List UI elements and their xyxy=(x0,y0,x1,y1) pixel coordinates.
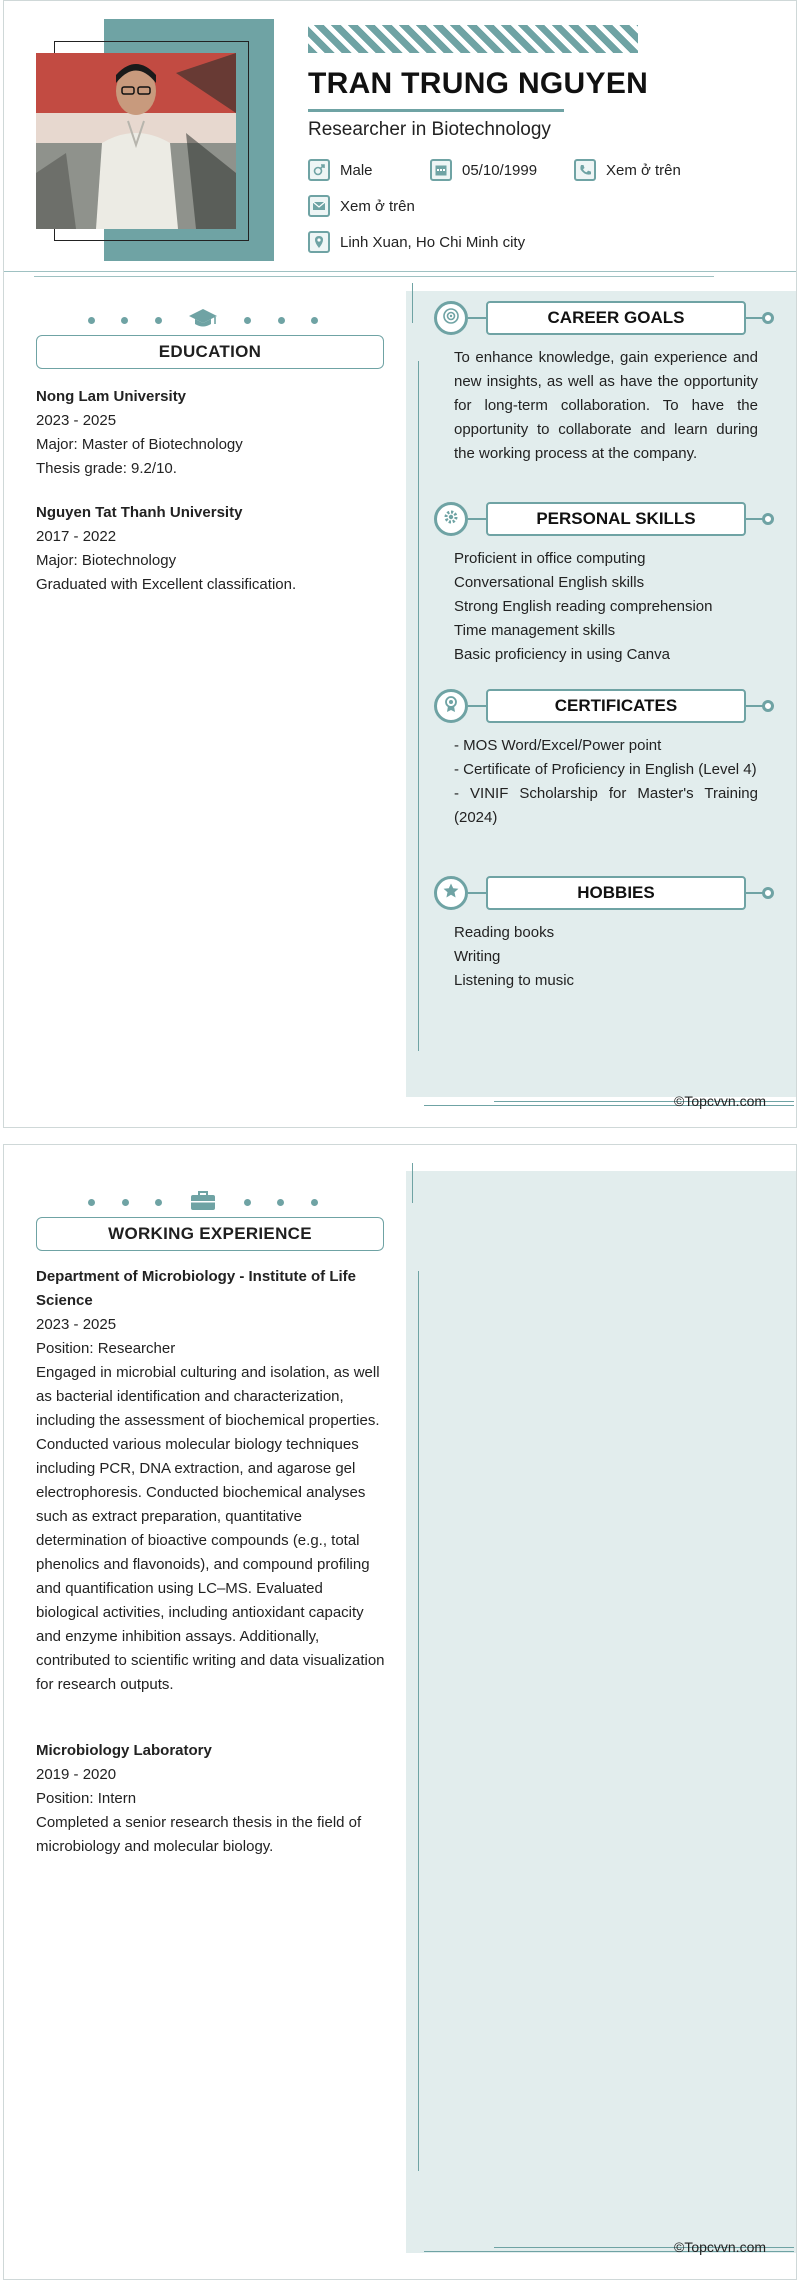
personal-skills-title: PERSONAL SKILLS xyxy=(486,502,746,536)
gender-icon xyxy=(308,159,330,181)
hobbies-title: HOBBIES xyxy=(486,876,746,910)
personal-skills-list xyxy=(454,547,758,667)
phone-icon xyxy=(574,159,596,181)
briefcase-icon xyxy=(189,1189,217,1216)
profile-photo xyxy=(36,53,236,229)
gender-info xyxy=(308,159,373,181)
target-icon xyxy=(442,307,460,330)
email-icon xyxy=(308,195,330,217)
experience-title: WORKING EXPERIENCE xyxy=(36,1217,384,1251)
email-info xyxy=(308,195,415,217)
skill-item: Conversational English skills xyxy=(454,574,645,591)
experience-years: 2019 - 2020 xyxy=(36,1766,117,1783)
job-title: Researcher in Biotechnology xyxy=(308,119,551,140)
experience-description: Completed a senior research thesis in the field of microbiology and molecular biology. xyxy=(36,1814,362,1855)
address-info xyxy=(308,231,525,253)
education-decoration xyxy=(88,307,318,334)
panel-line-side xyxy=(418,1271,419,2171)
experience-position: Position: Researcher xyxy=(36,1340,176,1357)
organization-name: Microbiology Laboratory xyxy=(36,1742,212,1759)
header-divider xyxy=(4,271,797,272)
gender-value: Male xyxy=(340,161,373,179)
gear-icon xyxy=(442,508,460,531)
education-title: EDUCATION xyxy=(36,335,384,369)
certificates-badge xyxy=(434,689,468,723)
address-value: Linh Xuan, Ho Chi Minh city xyxy=(340,233,526,251)
candidate-name: TRAN TRUNG NGUYEN xyxy=(308,67,649,100)
school-name: Nong Lam University xyxy=(36,388,187,405)
education-entry xyxy=(36,385,386,481)
skill-item: Strong English reading comprehension xyxy=(454,598,713,615)
title-knob xyxy=(762,700,774,712)
title-knob xyxy=(762,513,774,525)
header-stripes xyxy=(308,25,638,53)
panel-line-top xyxy=(412,283,413,323)
experience-position: Position: Intern xyxy=(36,1790,137,1807)
footer-brand: ©Topcvvn.com xyxy=(674,1093,767,1109)
experience-description: Engaged in microbial culturing and isolation, as well as bacterial identification and characterization, including the assessment of biochemical properties. Conducted various molecular biology techniques including PCR, DNA extraction, and agarose gel electrophoresis. Conducted biochemical analyses such as extract preparation, quantitative determination of bioactive compounds (e.g., total phenolics and flavonoids), and compound profiling and quantification using LC–MS. Evaluated biological activities, including antioxidant capacity and enzyme inhibition assays. Additionally, contributed to scientific writing and data visualization for research outputs. xyxy=(36,1364,385,1693)
title-connector xyxy=(468,317,486,319)
title-connector xyxy=(468,518,486,520)
education-major: Major: Biotechnology xyxy=(36,552,177,569)
title-connector xyxy=(468,705,486,707)
title-knob xyxy=(762,312,774,324)
education-detail: Thesis grade: 9.2/10. xyxy=(36,460,177,477)
career-goals-title: CAREER GOALS xyxy=(486,301,746,335)
education-detail: Graduated with Excellent classification. xyxy=(36,576,297,593)
hobby-item: Reading books xyxy=(454,924,555,941)
birthdate-info xyxy=(430,159,537,181)
name-underline xyxy=(308,109,564,112)
star-icon xyxy=(442,882,460,905)
cv-page-1 xyxy=(3,0,797,1128)
location-pin-icon xyxy=(308,231,330,253)
phone-info xyxy=(574,159,681,181)
personal-skills-badge xyxy=(434,502,468,536)
email-value: Xem ở trên xyxy=(340,197,415,215)
footer-brand: ©Topcvvn.com xyxy=(674,2239,767,2255)
career-goals-text: To enhance knowledge, gain experience and new insights, as well as have the opportunity for long-term collaboration. To have the opportunity to collaborate and learn during the working process at the company. xyxy=(454,349,758,462)
certificate-item: - Certificate of Proficiency in English (Level 4) xyxy=(454,761,757,778)
right-panel xyxy=(406,1171,797,2253)
certificate-item: - MOS Word/Excel/Power point xyxy=(454,737,662,754)
skill-item: Time management skills xyxy=(454,622,616,639)
panel-line-side xyxy=(418,361,419,1051)
skill-item: Proficient in office computing xyxy=(454,550,646,567)
hobbies-badge xyxy=(434,876,468,910)
organization-name: Department of Microbiology - Institute of Life Science xyxy=(36,1268,356,1309)
header-divider-secondary xyxy=(34,276,714,277)
experience-decoration xyxy=(88,1189,318,1216)
calendar-icon xyxy=(430,159,452,181)
skill-item: Basic proficiency in using Canva xyxy=(454,646,670,663)
certificates-title: CERTIFICATES xyxy=(486,689,746,723)
title-connector xyxy=(468,892,486,894)
education-major: Major: Master of Biotechnology xyxy=(36,436,243,453)
experience-entry xyxy=(36,1265,386,1697)
certificate-item: - VINIF Scholarship for Master's Training (2024) xyxy=(454,785,758,826)
education-years: 2023 - 2025 xyxy=(36,412,117,429)
experience-years: 2023 - 2025 xyxy=(36,1316,117,1333)
career-goals-badge xyxy=(434,301,468,335)
graduation-cap-icon xyxy=(188,307,218,334)
title-knob xyxy=(762,887,774,899)
certificates-list xyxy=(454,734,758,830)
hobby-item: Writing xyxy=(454,948,501,965)
panel-line-top xyxy=(412,1163,413,1203)
experience-entry xyxy=(36,1739,386,1859)
education-entry xyxy=(36,501,386,597)
school-name: Nguyen Tat Thanh University xyxy=(36,504,243,521)
award-icon xyxy=(442,695,460,718)
hobby-item: Listening to music xyxy=(454,972,575,989)
phone-value: Xem ở trên xyxy=(606,161,681,179)
education-years: 2017 - 2022 xyxy=(36,528,117,545)
cv-page-2 xyxy=(3,1144,797,2280)
birthdate-value: 05/10/1999 xyxy=(462,161,538,179)
hobbies-list xyxy=(454,921,758,993)
